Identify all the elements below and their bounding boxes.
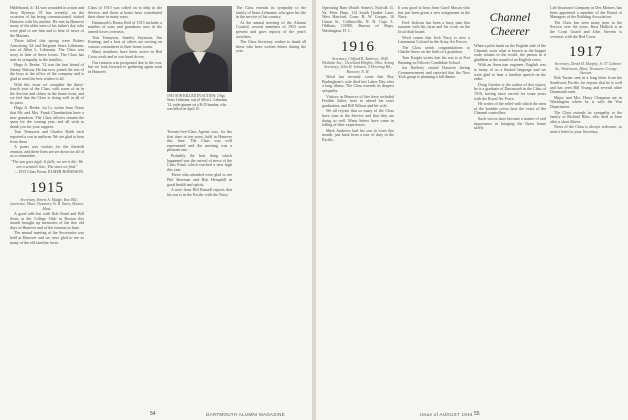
year-heading-1916: 1916 [341,38,375,55]
paragraph: News of the Class is always welcome, so send a letter to your Secretary. [550,124,622,134]
paragraph: When a pilot lands on the English side of the Channel, soon what is known as the hopper scale returns to the world, the person in it gladdens at the sound of an English voice. [474,43,546,62]
paragraph: We all rejoice that so many of the Class have sons in the Service and that they are doing so well. Many letters have come in telling of their experiences. [322,108,394,128]
paragraph: Probably the best thing which happened was the arrival of news of the Class Fund, which reached a new high this year. [167,152,232,172]
paragraph: The Class sends congratulations to Charlie Snow on the birth of a grandson. [398,44,470,55]
secretary-heading: Secretary, Ernest A. Mudge, Box 802, Lawrence, Mass. Treasurer, W. R. Sears, Boston, Mass. [10,197,84,211]
paragraph: A note from Bill Russell reports that his son is in the Pacific with the Navy. [167,187,232,197]
signature: —1915 Class Poem, ELMER ROBINSON. [14,169,84,175]
footer-issue: Issue of AUGUST 1944 [420,412,473,417]
portrait-photo [167,6,232,92]
paragraph: Such voices have become a matter of real importance in bringing the flyers home safely. [474,115,546,131]
right-page [316,0,628,420]
left-col-3a [167,130,232,405]
left-col-4 [236,6,306,406]
paragraph: The Class extends its sympathy to the family of Richard Bliss, who died in June after a short illness. [550,109,622,124]
left-page [0,0,312,420]
paragraph: Fred Jackson has been a busy man this summer with his farm and his work on the local draft board. [398,19,470,34]
paragraph: The Class has seen many men in the Service over the years. Ross Hallock is in the Coast Guard and John Stevens is overseas with the Red Cross. [550,19,622,39]
paragraph: Joe Rafferty visited Hanover during Commencement and reported that the New York group is planning a fall dinner. [398,65,470,80]
paragraph: At the annual meeting of the Alumni Council, several members of 1915 were present and gave reports of the year's activities. [236,19,306,39]
paragraph: With an American engineer, English was to many of us a limited language and we were glad to hear a familiar speech on the radio. [474,62,546,82]
footer-title: DARTMOUTH ALUMNI MAGAZINE [206,412,285,417]
paragraph: A good talk-fest with Bob Rand and Bill Sears at the College Club in Boston this month brought up memories of the fine old days in Hanover and of the reunion in June. [10,211,84,230]
paragraph: Word has recently come that Roy Burlingham's wife died last Labor Day after a long illness. The Class extends its deepest sympathy. [322,74,394,93]
paragraph: Visitors in Hanover of late have included Freddie Salter, here to attend his son's graduation, and Bill Wilson and his wife. [322,93,394,108]
paragraph: Many members have been active in Red Cross work and in war bond drives. [88,49,162,59]
paragraph: The Class extends its sympathy to the family of Sears Lehmann, who gave his life in the service of his country. [236,6,306,20]
secretary-heading: Secretary, David H. Murphy, Jr. 57 Gilmore St., Watertown, Mass. Treasurer, George Stewart. [554,62,622,75]
right-col-2 [398,6,470,406]
poem: "The sun goes high; It falls; we see it die; We are a sentinel line; The stars we find." [10,159,84,169]
paragraph: Life Insurance Company in Des Moines, has been appointed a member of the Board of Managers of the Building Association. [550,6,622,20]
paragraph: Word comes that Jack Tracy is now a Lieutenant Colonel in the Army Air Forces. [398,34,470,45]
paragraph: He writes of the relief with which the men of the bomber crews hear the voice of the Channel controllers. [474,101,546,116]
paragraph: Operating Base (South Annex), Norfolk 11, Va. Peter Haas, 114 South Quaker Lane, West Hartford, Conn. R. W. Cooper, 16 Union St., Collinsville, N. H. Capt. L. Oldham, USNR, Bureau of Ships, Washington, D. C. [322,6,394,33]
paragraph: Bob Turner sent in a long letter from the Southwest Pacific; he reports that he is well and has seen Bill Young and several other Dartmouth men. [550,75,622,95]
paragraph: Those who attended were glad to see Phil Sherman and Bob Hemphill in good health and spirits. [167,172,232,187]
paragraph: The annual meeting of the Secretaries was held at Hanover and we were glad to see so many of the old familiar faces. [10,230,84,245]
paragraph: Class of 1915 was called on to help in the Service, and those at home have contributed their share in many ways. [88,6,162,20]
paragraph: Dartmouth's Honor Roll of 1915 includes a number of sons and grandsons now in the armed forces overseas. [88,19,162,34]
article-title: Channel Cheerer [489,10,531,38]
left-col-2 [88,6,162,406]
page-number: 55 [474,411,480,417]
paragraph: Hugo A. Beebe, '12 was the best friend of Jimmy Watson. He has now joined the rest of the boys at the office of the company and is glad to send the best wishes to all. [10,62,84,81]
photo-caption: 1915 SON KILLED IN ACTION: 1/Sgt. Sears Lehmann, son of Allen L. Lehmann '14, radio-gunner on a B-25 bomber, who was killed on April 10. [167,94,228,111]
paragraph: It was good to hear from Carol Mason who has just been given a new assignment in the Navy. [398,6,470,20]
paragraph: Hugo A. Beebe, 1st Lt. writes from Texas that Mr. and Mrs. Frank Chamberlain have a new grandson. The Class officers remain the same for the coming year, and all wish to thank you for your support. [10,105,84,129]
paragraph: Our reunion was postponed due to the war, but we look forward to gathering again soon in Hanover. [88,59,162,74]
secretary-heading: Secretary, Clifford R. Andrews, 1940 Westlake Ave., Cleveland Heights, Ohio. Acting Secretary, John H. Johnson, 5 Downing Rd., Hanover, N. H. [322,56,394,74]
left-col-1 [10,6,84,406]
paragraph: Tom Knight writes that his son is at Fort Benning in Officers' Candidate School. [398,54,470,65]
paragraph: A poem was written for the thirtieth reunion, and these lines are set down for all of us to remember. [10,144,84,159]
right-col-1 [322,6,394,406]
year-heading-1917: 1917 [569,44,603,61]
year-heading-1915: 1915 [30,179,64,196]
paragraph: Tom Tennyson, Stanley Seymour, Jim Keating, and a host of others are serving on various committees in their home towns. [88,34,162,49]
page-number: 54 [150,411,156,417]
right-col-4 [550,6,622,406]
right-col-3 [474,6,546,406]
paragraph: With this issue we complete the thirty-fourth year of the Class, with some of us in the Service and others in the home front, and we feel that the Class is doing well in all of its parts. [10,81,84,105]
paragraph: Those killed this spring were Robert Armstrong '44 and Sergeant Sears Lehmann, son of Allen L. Lehmann. The Class was sorry to hear of these losses. The Class has sent its sympathy to the families. [10,38,84,62]
paragraph: Major and Mrs. Harry Chapman are in Washington where he is with the War Department. [550,94,622,109]
paragraph: Twenty-five-Class Agents was, for the first time in ten years, held in Hanover this June. The Class was well represented and the meeting was a pleasant one. [167,130,232,153]
paragraph: Doug Gordon is the author of this report; he is a graduate of Dartmouth in the Class of 1916, having since served for some years with the Royal Air Force. [474,81,546,101]
paragraph: Tom Tennyson and Charles Robb each reported a son in uniform. We are glad to hear from them. [10,129,84,144]
paragraph: Mark Andrews had his son in town this month, just back from a tour of duty in the Pacific. [322,127,394,142]
paragraph: The Class Secretary wishes to thank all those who have written letters during the year. [236,39,306,54]
paragraph: Hildebrand, Jr. '44 was wounded in action and Jerry Ryerson '45 has recently, on the occasion of his being commissioned, visited Hanover with his mother. He met in Hanover many of the older men of his father's day who were glad to see him and to hear of news of the Marines. [10,6,84,38]
